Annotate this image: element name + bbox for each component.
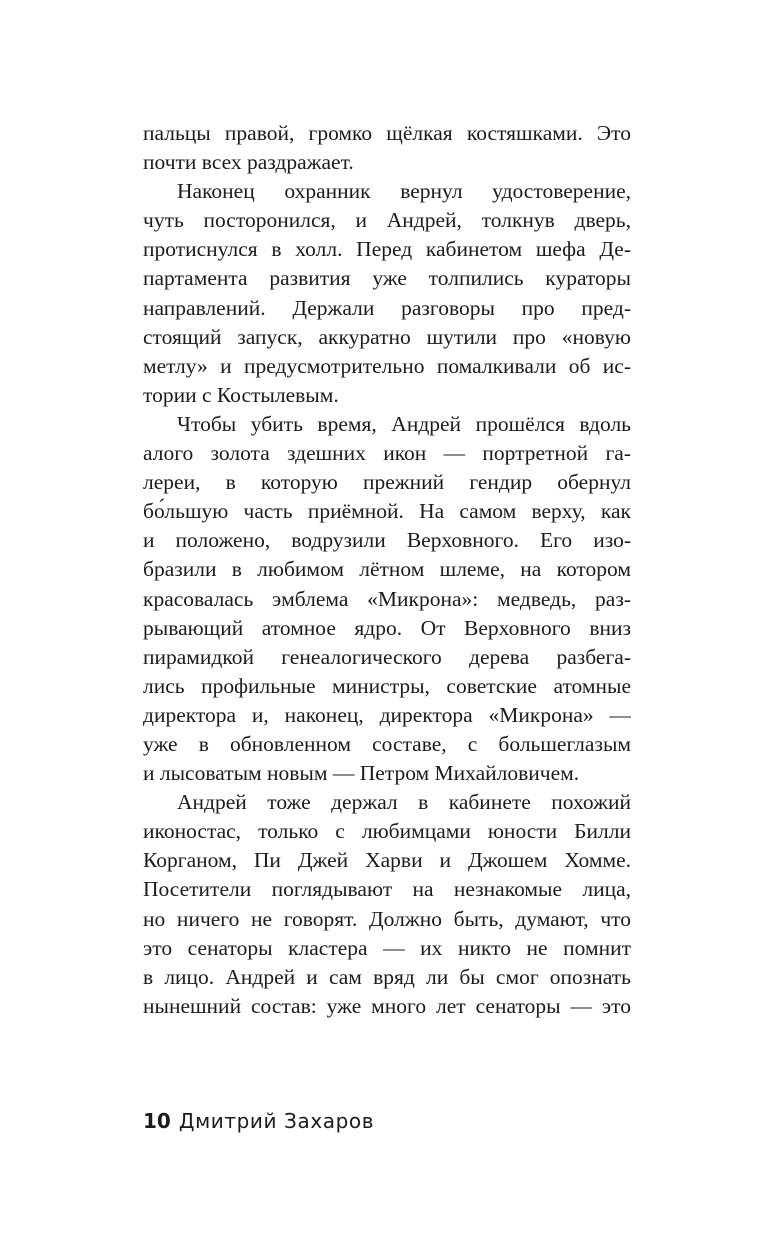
text-line: и положено, водрузили Верховного. Его изо- [143,528,631,553]
text-line: красовалась эмблема «Микрона»: медведь, раз- [143,586,631,611]
page-body-text [143,119,631,1021]
text-line: нынешний состав: уже много лет сенаторы — это [143,993,631,1018]
text-line: иконостас, только с любимцами юности Билли [143,819,631,844]
text-line: протиснулся в холл. Перед кабинетом шефа Де- [143,237,631,262]
text-line: но ничего не говорят. Должно быть, думают, что [143,906,631,931]
running-head-author: Дмитрий Захаров [178,1109,375,1133]
text-line: это сенаторы кластера — их никто не помнит [143,935,631,960]
text-line: Андрей тоже держал в кабинете похожий [177,790,631,815]
text-line: рывающий атомное ядро. От Верховного вниз [143,615,631,640]
text-line: партамента развития уже толпились кураторы [143,266,631,291]
text-line: и лысоватым новым — Петром Михайловичем. [143,761,580,786]
text-line: лись профильные министры, советские атомные [143,673,631,698]
text-line: направлений. Держали разговоры про пред- [143,295,631,320]
text-line: пальцы правой, громко щёлкая костяшками. Это [143,121,631,145]
text-line: уже в обновленном составе, с большеглазым [143,731,631,756]
text-line: Корганом, Пи Джей Харви и Джошем Хомме. [143,848,631,873]
text-line: бо́льшую часть приёмной. На самом верху, как [143,499,631,524]
text-line: Чтобы убить время, Андрей прошёлся вдоль [177,411,631,436]
text-line: Наконец охранник вернул удостоверение, [177,179,631,204]
text-line: лереи, в которую прежний гендир обернул [143,470,631,495]
text-line: тории с Костылевым. [143,382,339,407]
text-line: пирамидкой генеалогического дерева разбега- [143,644,631,669]
text-line: алого золота здешних икон — портретной га- [143,441,631,466]
text-line: директора и, наконец, директора «Микрона» — [143,702,631,727]
text-line: чуть посторонился, и Андрей, толкнув дверь, [143,208,631,233]
text-line: бразили в любимом лётном шлеме, на котором [143,557,631,582]
text-line: Посетители поглядывают на незнакомые лица, [143,877,631,902]
page-footer [143,1107,374,1135]
text-line: стоящий запуск, аккуратно шутили про «новую [143,324,631,349]
page-number: 10 [143,1109,171,1133]
text-line: метлу» и предусмотрительно помалкивали об ис- [143,353,631,378]
text-line: почти всех раздражает. [143,150,354,175]
text-line: в лицо. Андрей и сам вряд ли бы смог опознать [143,964,631,989]
